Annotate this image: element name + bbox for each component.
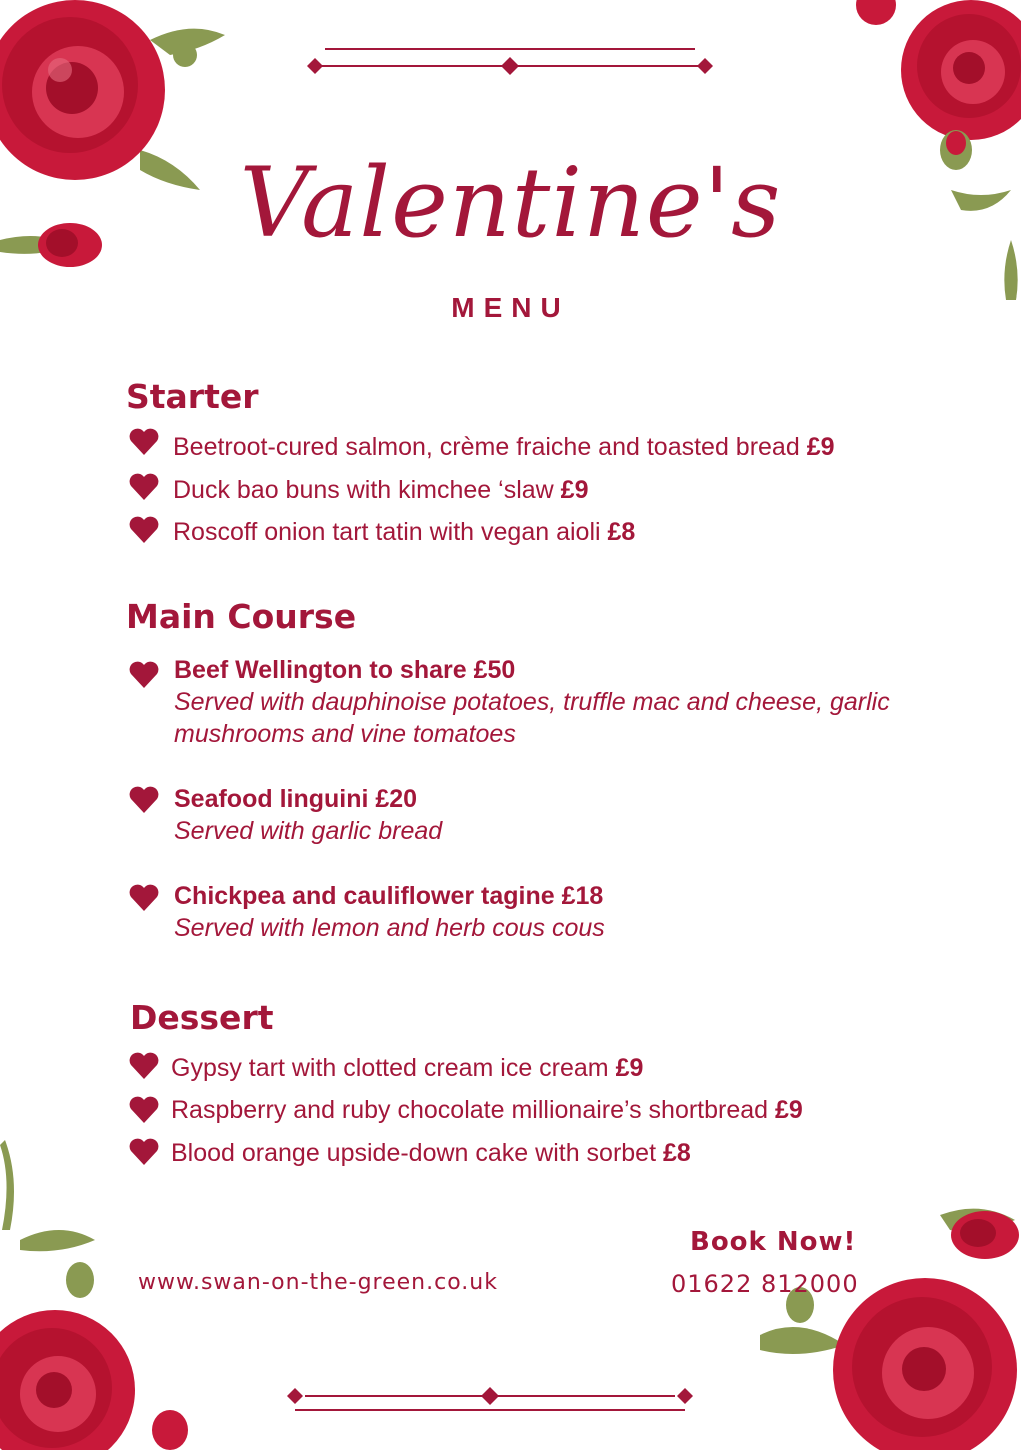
phone-number[interactable]: 01622 812000 — [671, 1270, 859, 1298]
heart-icon — [129, 428, 159, 455]
list-item-dessert-1: Gypsy tart with clotted cream ice cream £9 — [171, 1054, 644, 1082]
book-now-label: Book Now! — [690, 1227, 857, 1257]
heart-icon — [129, 473, 159, 500]
menu-subtitle: MENU — [451, 292, 570, 323]
list-item-starter-2: Duck bao buns with kimchee ‘slaw £9 — [173, 476, 589, 504]
website-link[interactable]: www.swan-on-the-green.co.uk — [138, 1270, 498, 1295]
list-item-starter-3: Roscoff onion tart tatin with vegan aioli £8 — [173, 518, 636, 546]
list-item-starter-1: Beetroot-cured salmon, crème fraiche and toasted bread £9 — [173, 433, 835, 461]
menu-title: Valentine's — [239, 147, 782, 259]
heart-icon — [129, 786, 159, 813]
list-item-dessert-2: Raspberry and ruby chocolate millionaire’s shortbread £9 — [171, 1096, 803, 1124]
heart-icon — [129, 1052, 159, 1079]
list-item-main-3: Chickpea and cauliflower tagine £18 Served with lemon and herb cous cous — [174, 882, 605, 942]
list-item-main-1: Beef Wellington to share £50 Served with dauphinoise potatoes, truffle mac and cheese, garlic mushrooms and vine tomatoes — [174, 656, 890, 748]
ornamental-divider-bottom — [0, 1376, 1021, 1416]
list-item-dessert-3: Blood orange upside-down cake with sorbet £8 — [171, 1139, 691, 1167]
section-heading-dessert: Dessert — [130, 998, 274, 1037]
ornamental-divider-top — [0, 46, 1021, 86]
heart-icon — [129, 1138, 159, 1165]
heart-icon — [129, 516, 159, 543]
heart-icon — [129, 884, 159, 911]
section-heading-main-course: Main Course — [126, 597, 357, 636]
section-heading-starter: Starter — [126, 377, 259, 416]
list-item-main-2: Seafood linguini £20 Served with garlic bread — [174, 785, 443, 845]
heart-icon — [129, 661, 159, 688]
heart-icon — [129, 1096, 159, 1123]
